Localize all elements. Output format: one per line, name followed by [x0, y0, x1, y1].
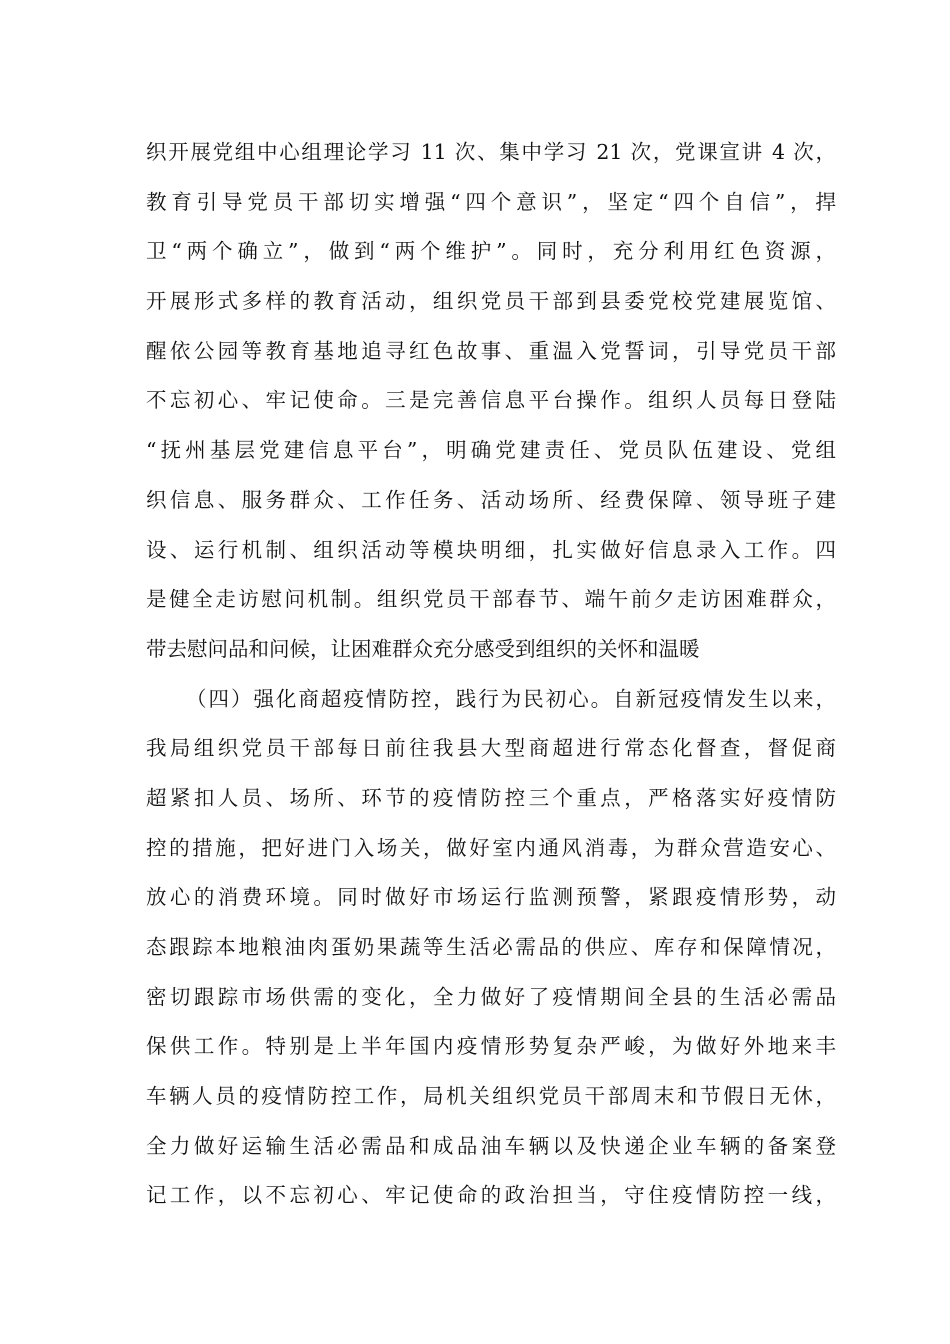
text-line: 超紧扣人员、场所、环节的疫情防控三个重点，严格落实好疫情防 — [146, 785, 836, 810]
body-text — [146, 128, 836, 1221]
text-line: 控的措施，把好进门入场关，做好室内通风消毒，为群众营造安心、 — [146, 835, 836, 860]
text-line: 醒依公园等教育基地追寻红色故事、重温入党誓词，引导党员干部 — [146, 338, 836, 363]
text-line: 不忘初心、牢记使命。三是完善信息平台操作。组织人员每日登陆 — [146, 388, 836, 413]
text-line: 开展形式多样的教育活动，组织党员干部到县委党校党建展览馆、 — [146, 289, 836, 314]
paragraph-last-line: 带去慰问品和问候，让困难群众充分感受到组织的关怀和温暖 — [146, 636, 700, 661]
text-line: 全力做好运输生活必需品和成品油车辆以及快递企业车辆的备案登 — [146, 1133, 836, 1158]
section-heading-line: （四）强化商超疫情防控，践行为民初心。自新冠疫情发生以来， — [186, 686, 836, 711]
text-line: 保供工作。特别是上半年国内疫情形势复杂严峻，为做好外地来丰 — [146, 1034, 836, 1059]
text-line: 记工作，以不忘初心、牢记使命的政治担当，守住疫情防控一线， — [146, 1183, 836, 1208]
text-line: 密切跟踪市场供需的变化，全力做好了疫情期间全县的生活必需品 — [146, 984, 836, 1009]
text-line: 教育引导党员干部切实增强“四个意识”，坚定“四个自信”，捍 — [146, 189, 836, 214]
text-line: 卫“两个确立”，做到“两个维护”。同时，充分利用红色资源， — [146, 239, 836, 264]
text-line: 织开展党组中心组理论学习 11 次、集中学习 21 次，党课宣讲 4 次， — [146, 140, 836, 164]
text-line: 织信息、服务群众、工作任务、活动场所、经费保障、领导班子建 — [146, 487, 836, 512]
text-line: 设、运行机制、组织活动等模块明细，扎实做好信息录入工作。四 — [146, 537, 836, 562]
text-line: 是健全走访慰问机制。组织党员干部春节、端午前夕走访困难群众， — [146, 587, 836, 612]
text-line: 车辆人员的疫情防控工作，局机关组织党员干部周末和节假日无休， — [146, 1084, 836, 1109]
text-line: 放心的消费环境。同时做好市场运行监测预警，紧跟疫情形势，动 — [146, 885, 836, 910]
text-line: “抚州基层党建信息平台”，明确党建责任、党员队伍建设、党组 — [146, 438, 836, 463]
text-line: 态跟踪本地粮油肉蛋奶果蔬等生活必需品的供应、库存和保障情况， — [146, 935, 836, 959]
text-line: 我局组织党员干部每日前往我县大型商超进行常态化督查，督促商 — [146, 736, 836, 761]
